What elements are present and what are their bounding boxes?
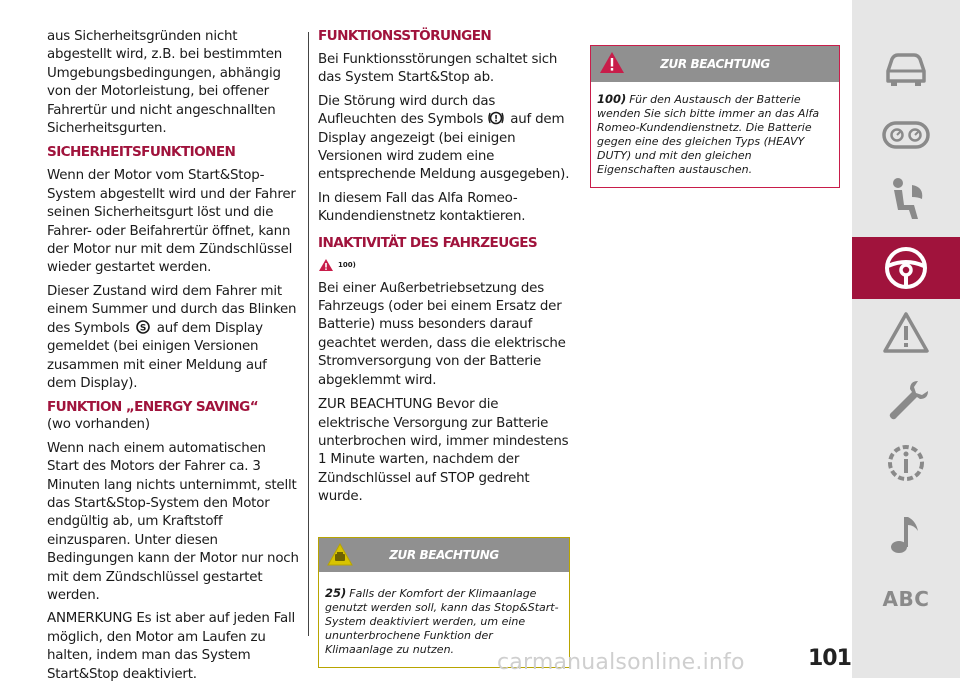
paragraph-note: ANMERKUNG Es ist aber auf jeden Fall möglich, den Motor am Laufen zu halten, indem man das System Start&Stop deaktiviert. bbox=[47, 611, 295, 682]
heading-inactivity: INAKTIVITÄT DES FAHRZEUGES bbox=[318, 234, 538, 251]
wrench-icon bbox=[882, 377, 930, 425]
paragraph-symbol-blink bbox=[47, 283, 299, 393]
steering-wheel-icon bbox=[882, 244, 930, 292]
paragraph-fault-1: Bei Funktionsstörungen schaltet sich das System Start&Stop ab. bbox=[318, 52, 558, 86]
note-box-header bbox=[319, 538, 569, 572]
paragraph-symbol-blink-b: auf dem Display gemeldet (bei einigen Versionen zusammen mit einer Meldung auf dem Display). bbox=[47, 320, 267, 391]
warning-box-100 bbox=[590, 45, 840, 188]
warning-box-header bbox=[591, 46, 839, 82]
note-box-25 bbox=[318, 537, 570, 668]
svg-text:!: ! bbox=[494, 114, 499, 125]
paragraph-fault-3: In diesem Fall das Alfa Romeo-Kundendienstnetz kontaktieren. bbox=[318, 190, 526, 225]
warning-box-title: ZUR BEACHTUNG bbox=[660, 57, 770, 71]
heading-energy-saving: FUNKTION „ENERGY SAVING“ bbox=[47, 399, 259, 416]
heading-malfunctions: FUNKTIONSSTÖRUNGEN bbox=[318, 28, 492, 44]
paragraph-inactivity: Bei einer Außerbetriebsetzung des Fahrzeugs (oder bei einem Ersatz der Batterie) muss besonders darauf geachtet werden, dass die elektrische Stromversorgung von der Batterie abgeklemmt wird. bbox=[318, 280, 566, 388]
paragraph-energy-saving: Wenn nach einem automatischen Start des Motors der Fahrer ca. 3 Minuten lang nichts unternimmt, stellt das Start&Stop-System den Motor endgültig ab, um Kraftstoff einzusparen. Unter diesen Bedingungen kann der Motor nur noch mit dem Zündschlüssel gestartet werden. bbox=[47, 440, 299, 603]
gear-info-icon bbox=[882, 439, 930, 487]
start-stop-symbol-icon bbox=[135, 320, 151, 334]
dashboard-gauges-icon bbox=[882, 119, 930, 151]
sidebar-item-emergency[interactable] bbox=[852, 370, 960, 432]
sidebar-item-index[interactable] bbox=[852, 568, 960, 630]
airbag-seat-icon bbox=[882, 175, 930, 223]
note-text: Falls der Komfort der Klimaanlage genutzt werden soll, kann das Stop&Start-System deaktiviert werden, um eine ununterbrochene Funktion der Klimaanlage zu nutzen. bbox=[325, 586, 559, 656]
warning-text: Für den Austausch der Batterie wenden Sie sich bitte immer an das Alfa Romeo-Kundendienstnetz. Die Batterie gegen eine des gleichen Typs (HEAVY DUTY) und mit den gleichen Eigenschaften austauschen. bbox=[597, 93, 820, 176]
heading-safety-functions: SICHERHEITSFUNKTIONEN bbox=[47, 144, 236, 161]
warning-number: 100) bbox=[597, 92, 627, 106]
fault-symbol-icon bbox=[488, 111, 504, 125]
column-divider bbox=[308, 32, 309, 636]
paragraph-fault-2-a: Die Störung wird durch das Aufleuchten des Symbols bbox=[318, 93, 496, 128]
sidebar-item-servicing[interactable] bbox=[852, 432, 960, 494]
sidebar-item-multimedia[interactable] bbox=[852, 504, 960, 566]
sidebar-item-instruments[interactable] bbox=[852, 104, 960, 166]
sidebar-item-start-driving[interactable] bbox=[852, 237, 960, 299]
music-note-icon bbox=[882, 511, 930, 559]
paragraph-intro: aus Sicherheitsgründen nicht abgestellt wird, z.B. bei bestimmten Umgebungsbedingungen, abhängig von der Motorleistung, bei offener Fahrertür und nicht angeschnallten Sicherheitsgurten. bbox=[47, 29, 283, 137]
paragraph-fault-2 bbox=[318, 93, 570, 185]
sidebar-item-vehicle[interactable] bbox=[852, 38, 960, 100]
svg-text:S: S bbox=[139, 323, 146, 334]
page-number: 101 bbox=[808, 646, 851, 671]
energy-saving-subtitle: (wo vorhanden) bbox=[47, 417, 150, 433]
paragraph-safety: Wenn der Motor vom Start&Stop-System abgestellt wird und der Fahrer seinen Sicherheitsgurt löst und die Fahrer- oder Beifahrertür öffnet, kann der Motor nur mit dem Zündschlüssel wieder gestartet werden. bbox=[47, 168, 296, 276]
car-icon bbox=[882, 51, 930, 87]
sidebar-item-safety[interactable] bbox=[852, 168, 960, 230]
paragraph-fault-2-b: auf dem Display angezeigt (bei einigen Versionen wird zudem eine entsprechende Meldung ausgegeben). bbox=[318, 112, 570, 183]
warning-triangle-icon bbox=[882, 311, 930, 355]
warning-box-body bbox=[591, 82, 839, 187]
warning-triangle-icon bbox=[599, 51, 625, 79]
warning-reference-number: 100) bbox=[338, 260, 356, 269]
note-box-title: ZUR BEACHTUNG bbox=[389, 547, 499, 562]
chapter-sidebar bbox=[852, 0, 960, 678]
warning-triangle-icon bbox=[318, 258, 334, 272]
column-1 bbox=[47, 28, 299, 689]
sidebar-item-warnings[interactable] bbox=[852, 302, 960, 364]
note-info-icon bbox=[327, 543, 353, 571]
watermark: carmanualsonline.info bbox=[497, 650, 745, 675]
paragraph-symbol-blink-a: Dieser Zustand wird dem Fahrer mit einem Summer und durch das Blinken des Symbols bbox=[47, 283, 297, 336]
paragraph-battery-note: ZUR BEACHTUNG Bevor die elektrische Versorgung zur Batterie unterbrochen wird, immer mindestens 1 Minute warten, nachdem der Zündschlüssel auf STOP gedreht wurde. bbox=[318, 397, 569, 505]
warning-reference[interactable] bbox=[318, 258, 570, 272]
column-3 bbox=[590, 45, 840, 188]
note-number: 25) bbox=[325, 585, 347, 600]
column-2 bbox=[318, 28, 570, 668]
abc-text: ABC bbox=[882, 587, 930, 611]
